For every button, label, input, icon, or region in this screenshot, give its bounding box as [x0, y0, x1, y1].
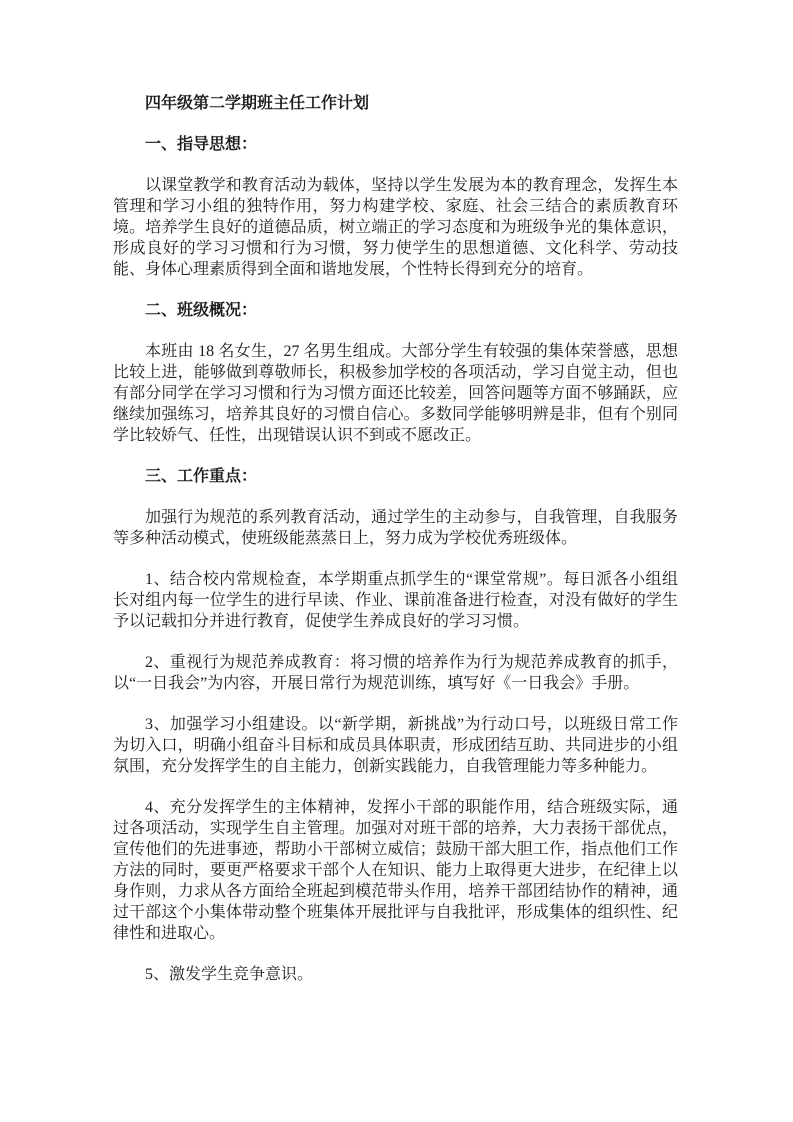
guiding-ideology-paragraph: 以课堂教学和教育活动为载体，坚持以学生发展为本的教育理念，发挥生本管理和学习小组的独特作用，努力构建学校、家庭、社会三结合的素质教育环境。培养学生良好的道德品质，树立端正的学习态度和为班级争光的集体意识，形成良好的学习习惯和行为习惯，努力使学生的思想道德、文化科学、劳动技能、身体心理素质得到全面和谐地发展，个性特长得到充分的培育。 [113, 177, 678, 278]
class-overview-paragraph: 本班由 18 名女生，27 名男生组成。大部分学生有较强的集体荣誉感，思想比较上进，能够做到尊敬师长，积极参加学校的各项活动，学习自觉主动，但也有部分同学在学习习惯和行为习惯方面还比较差，回答问题等方面不够踊跃，应继续加强练习，培养其良好的习惯自信心。多数同学能够明辨是非，但有个别同学比较娇气、任性，出现错误认识不到或不愿改正。 [113, 343, 678, 444]
work-focus-item-1: 1、结合校内常规检查，本学期重点抓学生的“课堂常规”。每日派各小组组长对组内每一位学生的进行早读、作业、课前准备进行检查，对没有做好的学生予以记载扣分并进行教育，促使学生养成良好的学习习惯。 [113, 571, 678, 630]
work-focus-item-2: 2、重视行为规范养成教育：将习惯的培养作为行为规范养成教育的抓手，以“一日我会”为内容，开展日常行为规范训练，填写好《一日我会》手册。 [113, 654, 678, 692]
section-heading-work-focus: 三、工作重点： [145, 468, 258, 485]
section-heading-guiding-ideology: 一、指导思想： [145, 136, 258, 153]
work-focus-item-4: 4、充分发挥学生的主体精神，发挥小干部的职能作用，结合班级实际，通过各项活动，实现学生自主管理。加强对对班干部的培养，大力表扬干部优点，宣传他们的先进事迹，帮助小干部树立威信；鼓励干部大胆工作，指点他们工作方法的同时，要更严格要求干部个人在知识、能力上取得更大进步，在纪律上以身作则，力求从各方面给全班起到模范带头作用，培养干部团结协作的精神，通过干部这个小集体带动整个班集体开展批评与自我批评，形成集体的组织性、纪律性和进取心。 [113, 799, 678, 942]
work-focus-item-3: 3、加强学习小组建设。以“新学期，新挑战”为行动口号，以班级日常工作为切入口，明确小组奋斗目标和成员具体职责，形成团结互助、共同进步的小组氛围，充分发挥学生的自主能力，创新实践能力，自我管理能力等多种能力。 [113, 716, 678, 775]
work-focus-item-5: 5、激发学生竞争意识。 [145, 966, 314, 983]
document-title: 四年级第二学期班主任工作计划 [145, 95, 370, 112]
work-focus-intro-paragraph: 加强行为规范的系列教育活动，通过学生的主动参与，自我管理，自我服务等多种活动模式，使班级能蒸蒸日上，努力成为学校优秀班级体。 [113, 509, 678, 547]
section-heading-class-overview: 二、班级概况： [145, 302, 258, 319]
